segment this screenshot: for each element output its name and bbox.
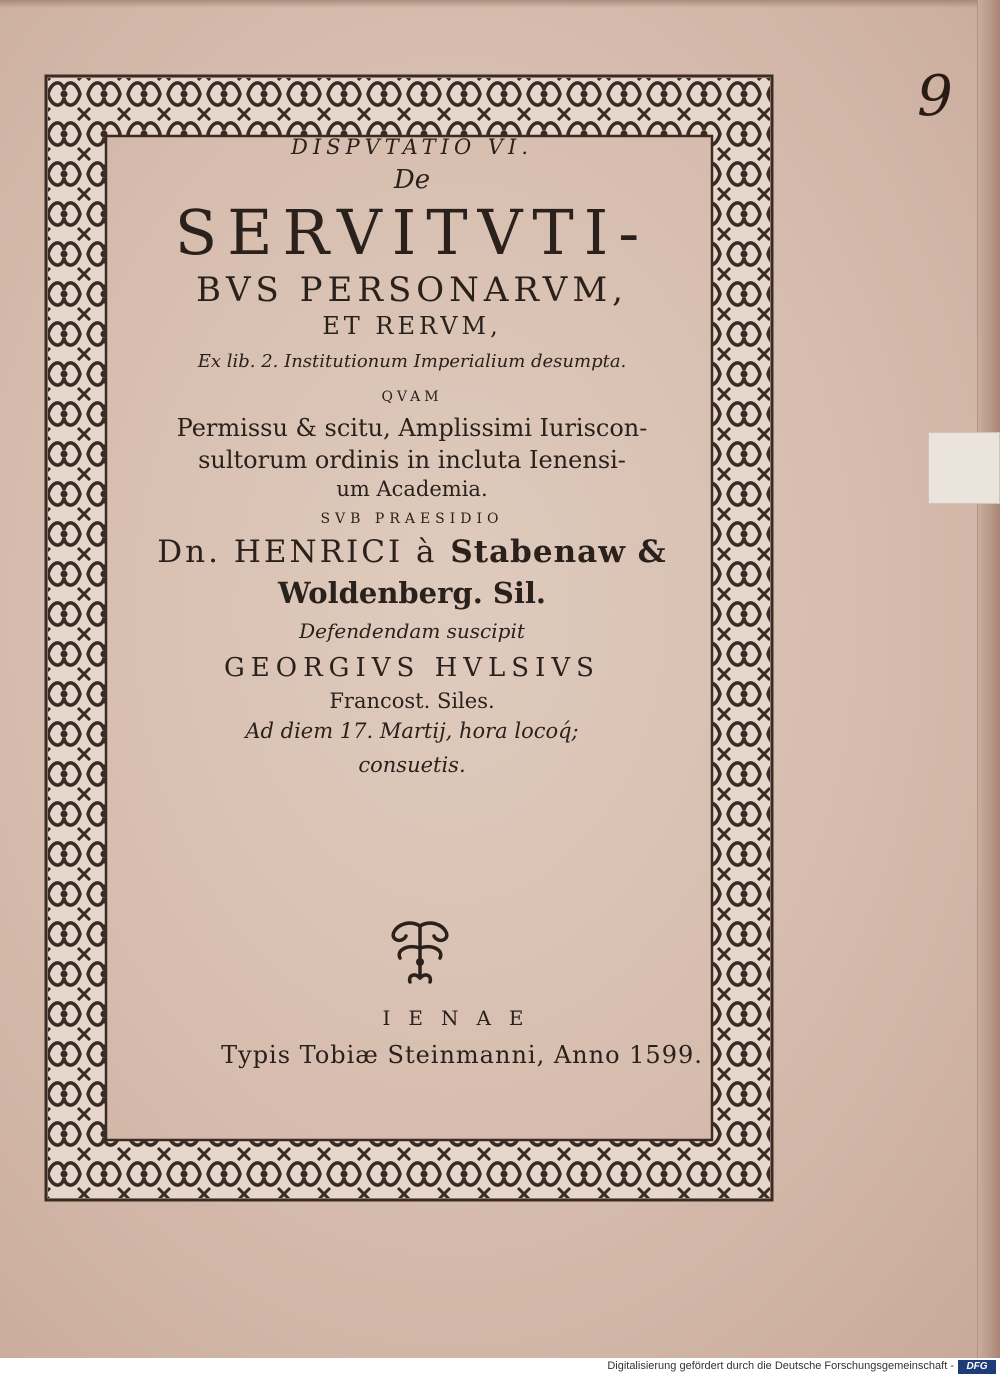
praeses-name: HENRICI à — [233, 534, 438, 570]
praeses-line — [112, 532, 712, 572]
disputatio-line: DISPVTATIO VI. — [290, 135, 534, 159]
academia-line: um Academia. — [336, 477, 488, 501]
defendendam-line: Defendendam suscipit — [299, 619, 525, 643]
fleuron-ornament — [380, 918, 460, 990]
servituti-heading: SERVITVTI- — [174, 196, 650, 269]
imprint-printer: Typis Tobiæ Steinmanni, Anno 1599. — [221, 1041, 703, 1069]
title-block — [112, 130, 712, 782]
page-top-shadow — [0, 0, 1000, 8]
paper-tab-strip — [928, 432, 1000, 504]
footer-credit: Digitalisierung gefördert durch die Deutsche Forschungsgemeinschaft - — [607, 1360, 954, 1372]
francost-line: Francost. Siles. — [329, 689, 495, 713]
bus-personarum-line: BVS PERSONARVM, — [196, 270, 628, 310]
dfg-logo-icon[interactable]: DFG — [958, 1360, 996, 1374]
respondent-name: GEORGIVS HVLSIVS — [224, 653, 600, 683]
woldenberg-line: Woldenberg. Sil. — [278, 576, 546, 610]
dn-prefix: Dn. — [157, 534, 221, 570]
permissu-line: Permissu & scitu, Amplissimi Iuriscon- — [176, 414, 648, 442]
et-rerum-line: ET RERVM, — [322, 312, 502, 340]
ad-diem-line: Ad diem 17. Martij, hora locoq́; — [245, 719, 579, 743]
imprint-place: IENAE — [382, 1006, 542, 1030]
quam-line: QVAM — [381, 389, 443, 405]
consuetis-line: consuetis. — [358, 753, 466, 777]
sultorum-line: sultorum ordinis in incluta Ienensi- — [198, 446, 626, 474]
praeses-surname: Stabenaw & — [450, 534, 667, 570]
de-line: De — [393, 165, 431, 195]
ex-lib-line: Ex lib. 2. Institutionum Imperialium desumpta. — [197, 351, 627, 372]
imprint-block — [112, 1000, 812, 1074]
footer-bar — [0, 1358, 1000, 1376]
sub-praesidio-line: SVB PRAESIDIO — [320, 511, 504, 527]
folio-number: 9 — [917, 64, 953, 129]
page-edge-stack — [977, 0, 1000, 1358]
